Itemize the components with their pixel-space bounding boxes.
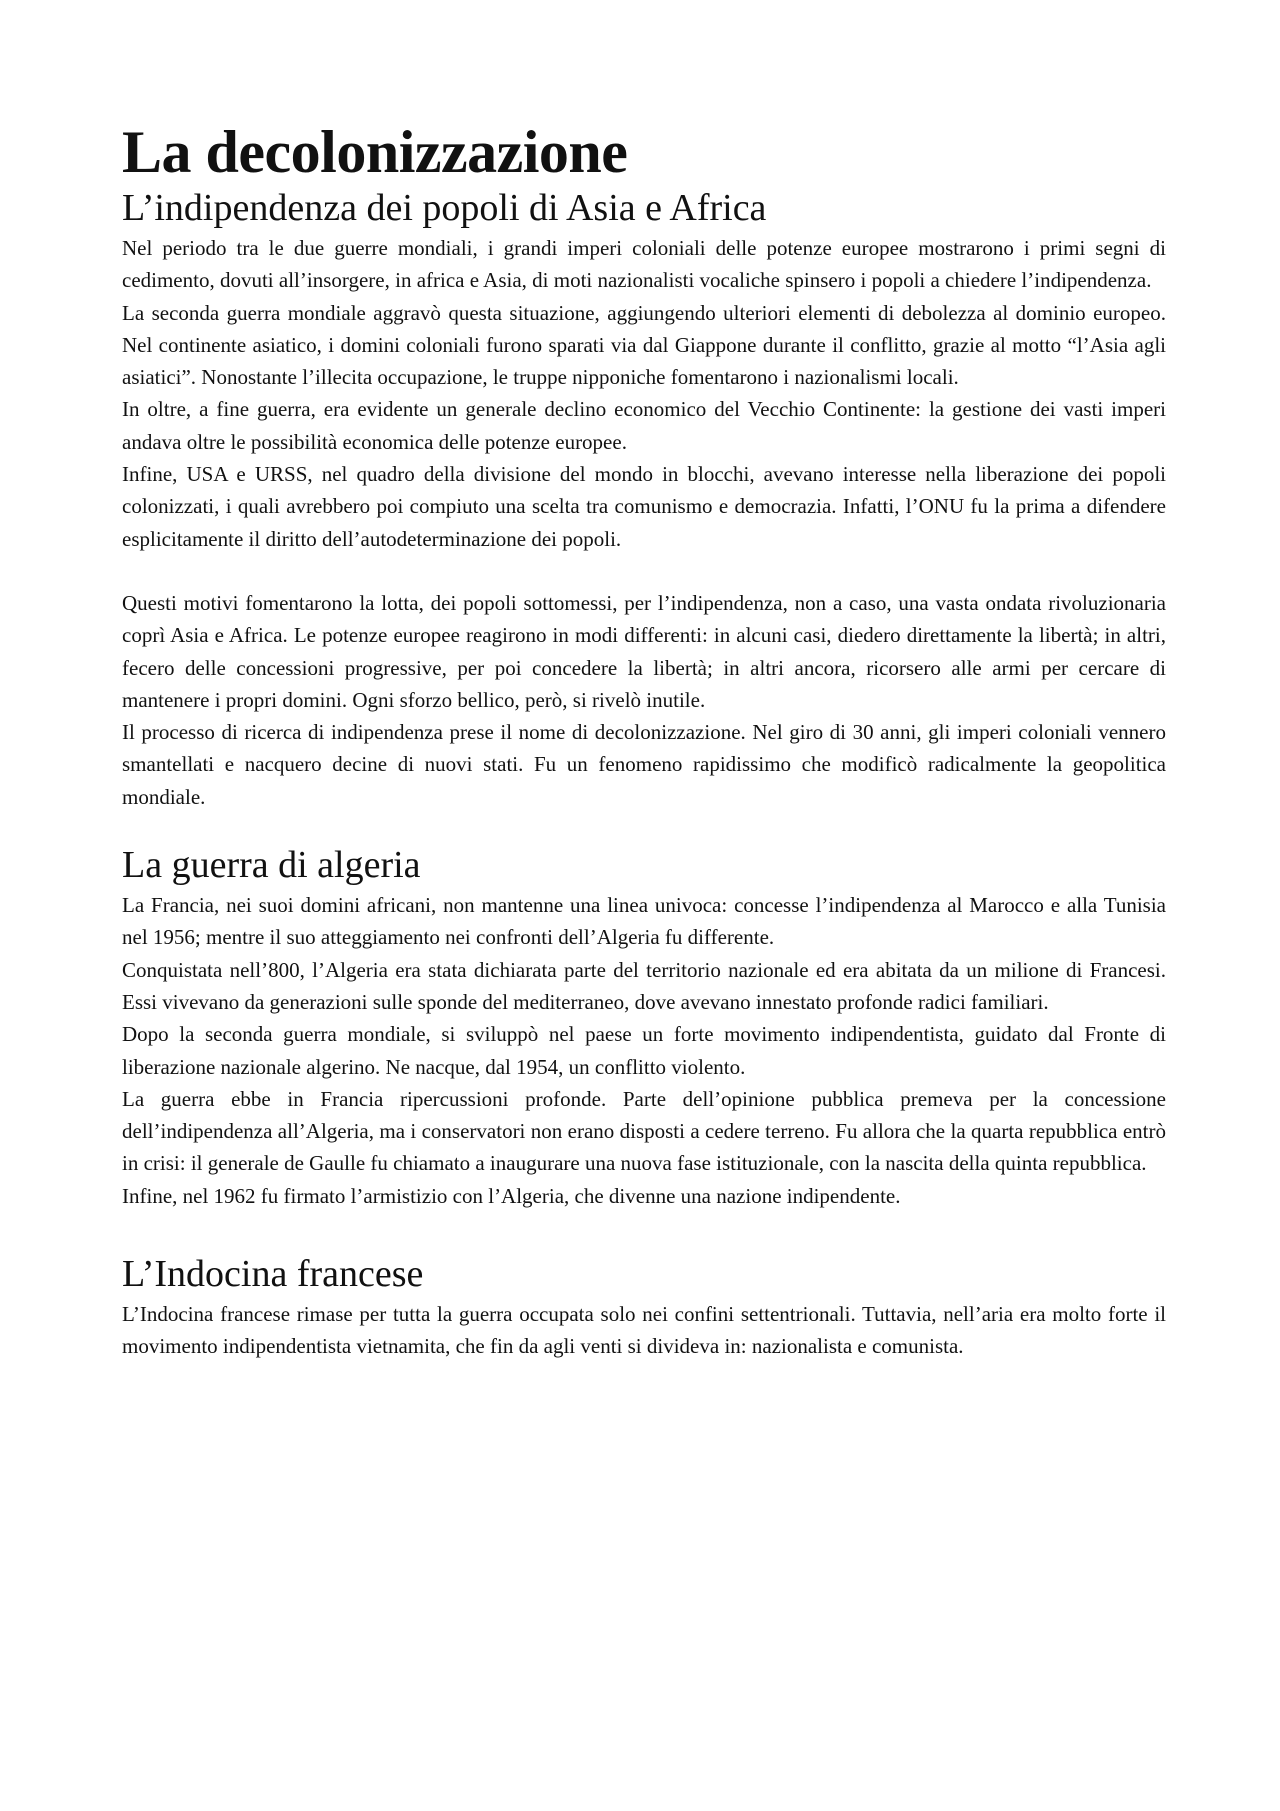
section-spacer: [122, 813, 1166, 843]
paragraph: Dopo la seconda guerra mondiale, si sviluppò nel paese un forte movimento indipendentista, guidato dal Fronte di liberazione nazionale algerino. Ne nacque, dal 1954, un conflitto violento.: [122, 1022, 1166, 1079]
paragraph: La guerra ebbe in Francia ripercussioni profonde. Parte dell’opinione pubblica premeva per la concessione dell’indipendenza all’Algeria, ma i conservatori non erano disposti a cedere terreno. Fu allora che la quarta repubblica entrò in crisi: il generale de Gaulle fu chiamato a inaugurare una nuova fase istituzionale, con la nascita della quinta repubblica.: [122, 1086, 1166, 1176]
paragraph: L’Indocina francese rimase per tutta la guerra occupata solo nei confini settentrionali. Tuttavia, nell’aria era molto forte il movimento indipendentista vietnamita, che fin da agli venti si divideva in: nazionalista e comunista.: [122, 1302, 1166, 1359]
paragraph: La Francia, nei suoi domini africani, non mantenne una linea univoca: concesse l’indipendenza al Marocco e alla Tunisia nel 1956; mentre il suo atteggiamento nei confronti dell’Algeria fu differente.: [122, 893, 1166, 950]
document-page: [122, 118, 1166, 1363]
paragraph-spacer: [122, 555, 1166, 587]
section-heading-indocina: L’Indocina francese: [122, 1253, 424, 1296]
paragraph: Conquistata nell’800, l’Algeria era stata dichiarata parte del territorio nazionale ed era abitata da un milione di Francesi. Essi vivevano da generazioni sulle sponde del mediterraneo, dove avevano innestato profonde radici familiari.: [122, 957, 1166, 1014]
paragraph: In oltre, a fine guerra, era evidente un generale declino economico del Vecchio Continente: la gestione dei vasti imperi andava oltre le possibilità economica delle potenze europee.: [122, 397, 1166, 454]
page-title: La decolonizzazione: [122, 119, 628, 185]
paragraph: Il processo di ricerca di indipendenza prese il nome di decolonizzazione. Nel giro di 30 anni, gli imperi coloniali vennero smantellati e nacquero decine di nuovi stati. Fu un fenomeno rapidissimo che modificò radicalmente la geopolitica mondiale.: [122, 720, 1166, 809]
paragraph: Infine, nel 1962 fu firmato l’armistizio con l’Algeria, che divenne una nazione indipendente.: [122, 1183, 901, 1208]
section-heading-algeria: La guerra di algeria: [122, 844, 421, 887]
page-subtitle: L’indipendenza dei popoli di Asia e Africa: [122, 187, 767, 229]
paragraph: Infine, USA e URSS, nel quadro della divisione del mondo in blocchi, avevano interesse nella liberazione dei popoli colonizzati, i quali avrebbero poi compiuto una scelta tra comunismo e democrazia. Infatti, l’ONU fu la prima a difendere esplicitamente il diritto dell’autodeterminazione dei popoli.: [122, 462, 1166, 551]
paragraph: La seconda guerra mondiale aggravò questa situazione, aggiungendo ulteriori elementi di debolezza al dominio europeo. Nel continente asiatico, i domini coloniali furono sparati via dal Giappone durante il conflitto, grazie al motto “l’Asia agli asiatici”. Nonostante l’illecita occupazione, le truppe nipponiche fomentarono i nazionalismi locali.: [122, 300, 1166, 390]
paragraph: Questi motivi fomentarono la lotta, dei popoli sottomessi, per l’indipendenza, non a caso, una vasta ondata rivoluzionaria coprì Asia e Africa. Le potenze europee reagirono in modi differenti: in alcuni casi, diedero direttamente la libertà; in altri, fecero delle concessioni progressive, per poi concedere la libertà; in altri ancora, ricorsero alle armi per cercare di mantenere i propri domini. Ogni sforzo bellico, però, si rivelò inutile.: [122, 590, 1166, 712]
paragraph: Nel periodo tra le due guerre mondiali, i grandi imperi coloniali delle potenze europee mostrarono i primi segni di cedimento, dovuti all’insorgere, in africa e Asia, di moti nazionalisti vocaliche spinsero i popoli a chiedere l’indipendenza.: [122, 236, 1166, 293]
section-spacer: [122, 1212, 1166, 1252]
